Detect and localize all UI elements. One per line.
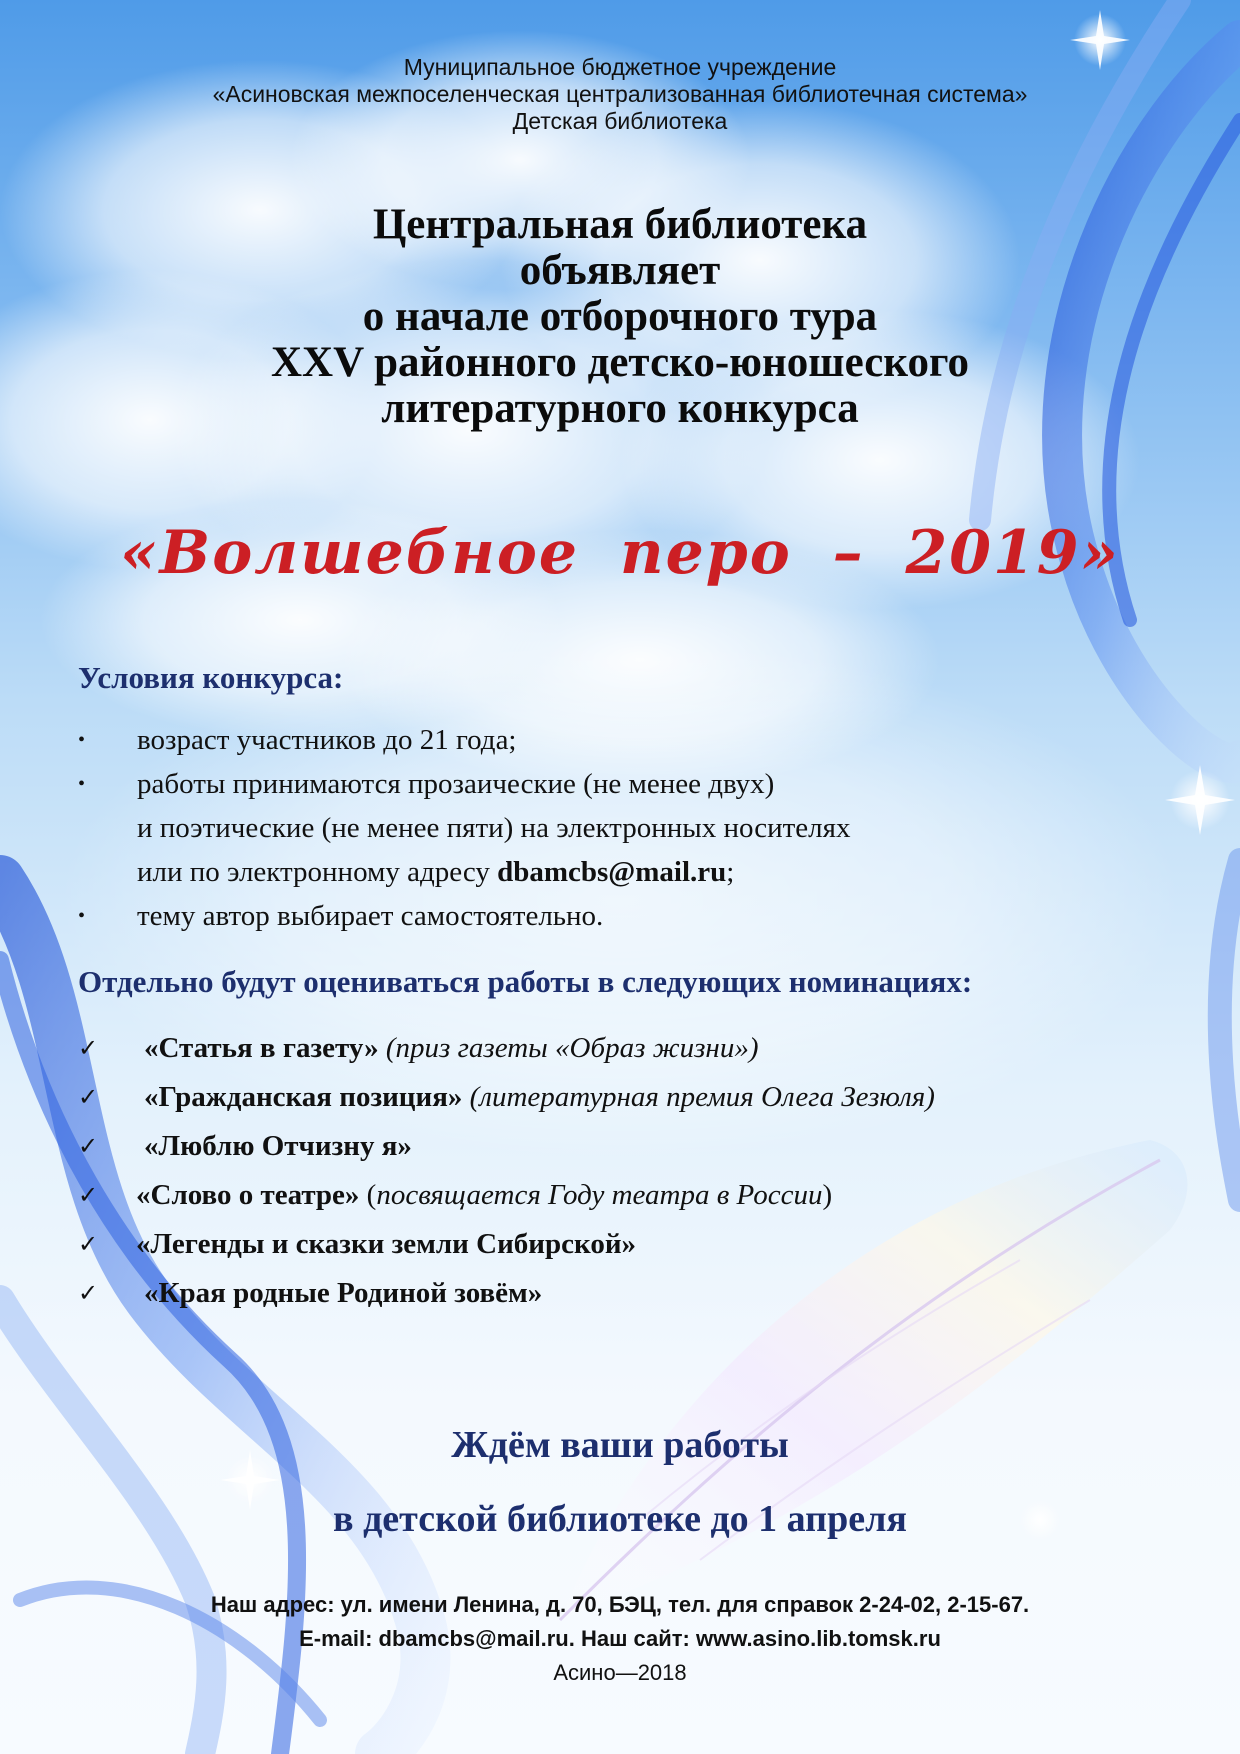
footer [0,1588,1240,1690]
nomination-note: (литературная премия Олега Зезюля) [469,1081,935,1113]
nominations-title: Отдельно будут оцениваться работы в следующих номинациях: [78,964,973,999]
checkmark-icon: ✓ [78,1181,99,1209]
conditions-list [78,718,1178,938]
nomination-name: «Легенды и сказки земли Сибирской» [136,1228,637,1260]
nomination-name: «Гражданская позиция» [144,1081,463,1113]
org-line-1: Муниципальное бюджетное учреждение [403,54,837,80]
bullet-icon: • [78,773,86,795]
conditions-title: Условия конкурса: [78,660,344,695]
checkmark-icon: ✓ [78,1230,99,1258]
org-line-3: Детская библиотека [512,108,728,134]
organization-header [0,54,1240,135]
paren-open: ( [366,1179,377,1211]
nomination-item [78,1024,1178,1073]
nomination-name: «Слово о театре» [136,1179,360,1211]
nomination-item [78,1122,1178,1171]
announce-line-4: XXV районного детско-юношеского [271,339,969,386]
bullet-icon: • [78,905,86,927]
org-line-2: «Асиновская межпоселенческая централизованная библиотечная система» [212,81,1028,107]
announcement-heading [0,202,1240,432]
nomination-note-wrapper [367,1179,832,1211]
contest-title: «Волшебное перо – 2019» [120,518,1120,588]
announce-line-1: Центральная библиотека [372,201,868,248]
bullet-icon: • [78,729,86,751]
condition-item [78,894,1178,938]
nominations-list [78,1024,1178,1318]
checkmark-icon: ✓ [78,1279,99,1307]
footer-contacts: E-mail: dbamcbs@mail.ru. Наш сайт: www.asino.lib.tomsk.ru [299,1626,941,1651]
paren-close: ) [822,1179,833,1211]
nomination-name: «Края родные Родиной зовём» [144,1277,543,1309]
condition-text: работы принимаются прозаические (не менее двух) [137,768,775,800]
nomination-note: посвящается Году театра в России [376,1179,823,1211]
checkmark-icon: ✓ [78,1132,99,1160]
nomination-name: «Статья в газету» [144,1032,379,1064]
nomination-item [78,1220,1178,1269]
footer-address: Наш адрес: ул. имени Ленина, д. 70, БЭЦ, тел. для справок 2-24-02, 2-15-67. [210,1592,1030,1617]
condition-text: возраст участников до 21 года; [137,724,517,756]
condition-item [78,762,1178,894]
nomination-item [78,1171,1178,1220]
announce-line-3: о начале отборочного тура [362,293,878,340]
nomination-note: (приз газеты «Образ жизни») [385,1032,759,1064]
invitation [0,1408,1240,1556]
footer-city-year: Асино—2018 [553,1660,687,1685]
invitation-line-1: Ждём ваши работы [451,1424,789,1466]
condition-text-email-line [137,850,1178,894]
invitation-line-2: в детской библиотеке до 1 апреля [333,1498,907,1540]
condition-text: или по электронному адресу [137,856,498,888]
checkmark-icon: ✓ [78,1034,99,1062]
nomination-item [78,1269,1178,1318]
announce-line-5: литературного конкурса [381,385,859,432]
nomination-name: «Люблю Отчизну я» [144,1130,412,1162]
email-link[interactable]: dbamcbs@mail.ru [497,856,727,888]
condition-text: тему автор выбирает самостоятельно. [137,900,604,932]
announce-line-2: объявляет [519,247,721,294]
condition-text: и поэтические (не менее пяти) на электронных носителях [137,812,851,844]
punctuation: ; [726,856,735,888]
checkmark-icon: ✓ [78,1083,99,1111]
nomination-item [78,1073,1178,1122]
condition-item [78,718,1178,762]
